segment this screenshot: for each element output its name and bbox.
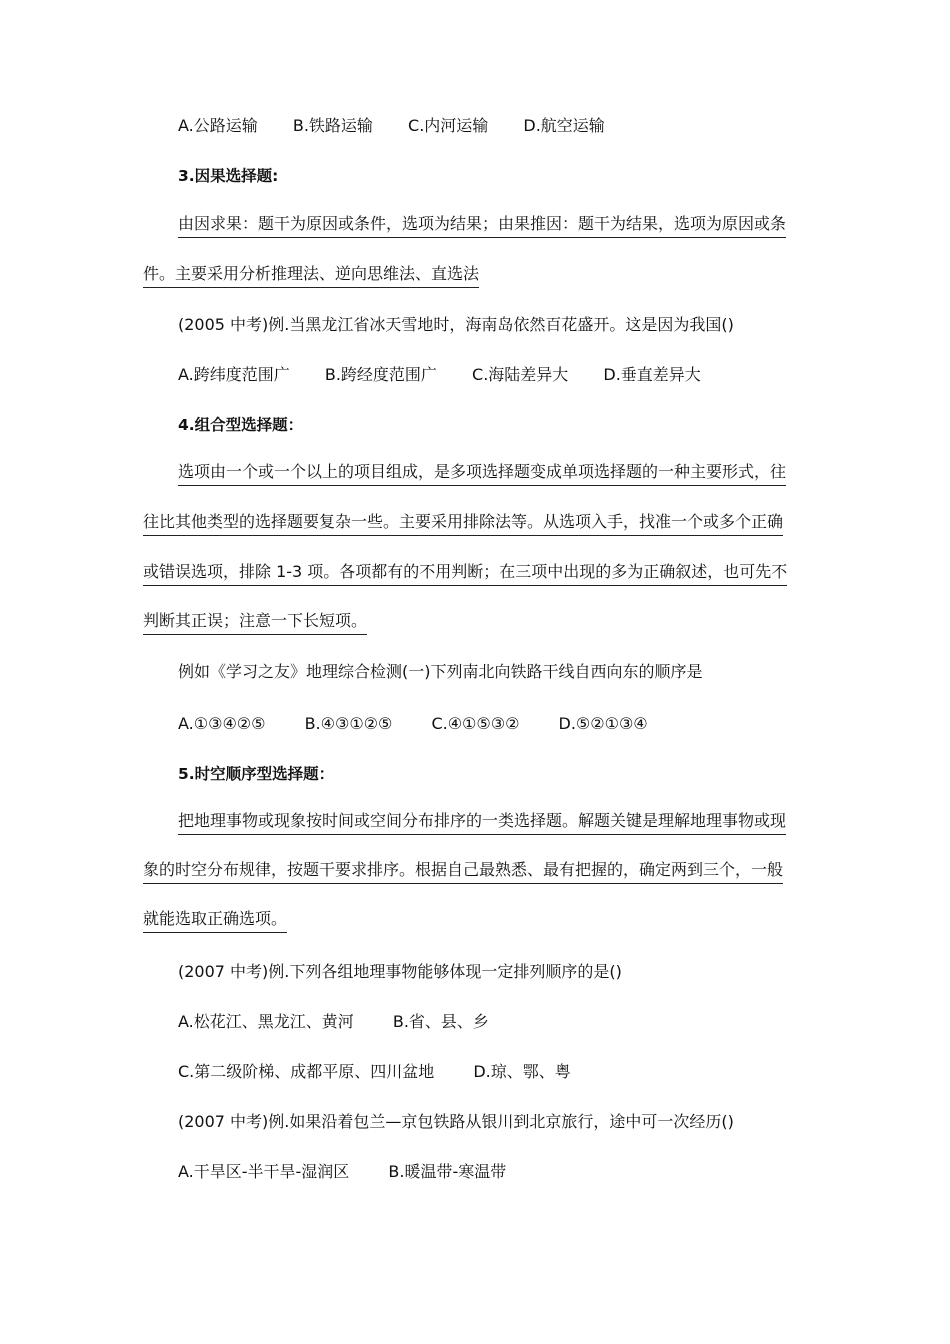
example-5b-options [178,1161,506,1183]
option-d: D.⑤②①③④ [558,714,648,733]
example-5a: (2007 中考)例.下列各组地理事物能够体现一定排列顺序的是() [178,962,622,981]
example-3: (2005 中考)例.当黑龙江省冰天雪地时，海南岛依然百花盛开。这是因为我国() [178,315,734,334]
option-d: D.垂直差异大 [603,365,701,384]
section-heading-3: 3.因果选择题: [178,167,279,185]
section-5-para-line: 就能选取正确选项。 [143,908,287,930]
example-4-options [178,713,648,735]
section-4-para-line: 判断其正误；注意一下长短项。 [143,610,367,632]
section-heading-4: 4.组合型选择题： [178,416,304,434]
example-4: 例如《学习之友》地理综合检测(一)下列南北向铁路干线自西向东的顺序是 [178,662,703,681]
section-3-para-line: 由因求果：题干为原因或条件，选项为结果；由果推因：题干为结果，选项为原因或条 [178,213,786,235]
option-b: B.④③①②⑤ [304,714,393,733]
section-5-para-line: 把地理事物或现象按时间或空间分布排序的一类选择题。解题关键是理解地理事物或现 [178,810,786,832]
example-5b: (2007 中考)例.如果沿着包兰—京包铁路从银川到北京旅行，途中可一次经历() [178,1112,734,1131]
section-4-para-line: 选项由一个或一个以上的项目组成，是多项选择题变成单项选择题的一种主要形式，往 [178,461,786,483]
option-a: A.①③④②⑤ [178,714,266,733]
option-d: D.航空运输 [523,116,605,135]
option-c: C.内河运输 [408,116,489,135]
section-4-para-line: 或错误选项，排除 1-3 项。各项都有的不用判断；在三项中出现的多为正确叙述，也可先不 [143,561,787,583]
section-3-para-line: 件。主要采用分析推理法、逆向思维法、直选法 [143,263,479,285]
section-5-para-line: 象的时空分布规律，按题干要求排序。根据自己最熟悉、最有把握的，确定两到三个，一般 [143,859,783,881]
option-c: C.海陆差异大 [472,365,569,384]
option-a: A.跨纬度范围广 [178,365,290,384]
option-b: B.暖温带-寒温带 [388,1162,507,1181]
option-b: B.省、县、乡 [392,1012,489,1031]
option-c: C.第二级阶梯、成都平原、四川盆地 [178,1062,435,1081]
q2-options [178,115,605,137]
option-a: A.公路运输 [178,116,258,135]
option-b: B.跨经度范围广 [324,365,437,384]
option-d: D.琼、鄂、粤 [473,1062,571,1081]
example-5a-options-row-1 [178,1011,489,1033]
section-4-para-line: 往比其他类型的选择题要复杂一些。主要采用排除法等。从选项入手，找准一个或多个正确 [143,511,783,533]
example-5a-options-row-2 [178,1061,571,1083]
example-3-options [178,364,701,386]
option-a: A.松花江、黑龙江、黄河 [178,1012,354,1031]
option-a: A.干旱区-半干旱-湿润区 [178,1162,350,1181]
option-b: B.铁路运输 [292,116,373,135]
section-heading-5: 5.时空顺序型选择题： [178,765,335,783]
option-c: C.④①⑤③② [431,714,520,733]
